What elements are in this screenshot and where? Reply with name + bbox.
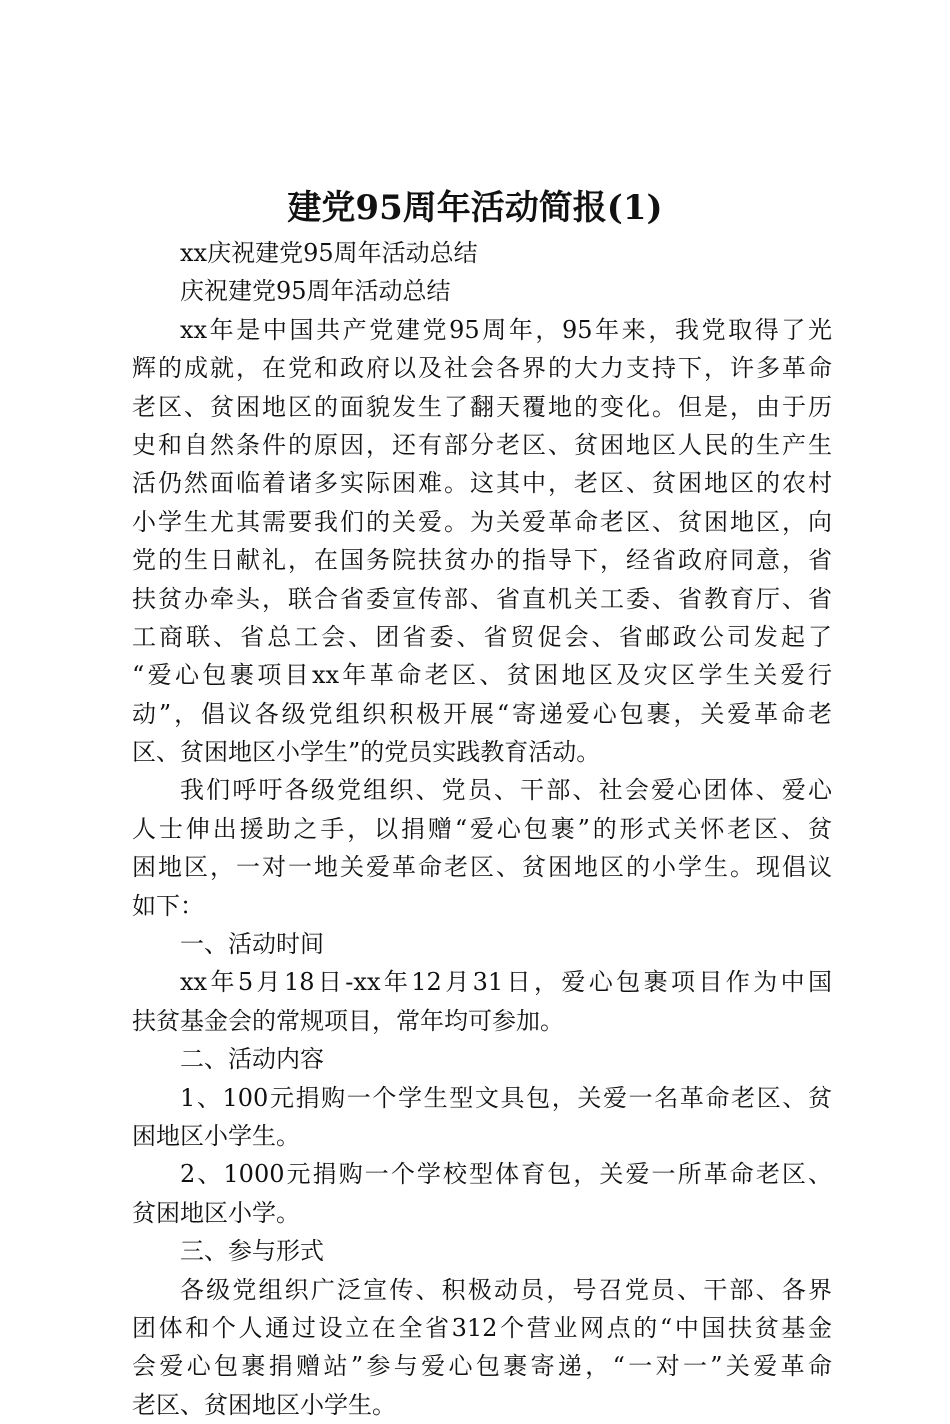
text-line: 1、100元捐购一个学生型文具包，关爱一名革命老区、贫 bbox=[180, 1083, 832, 1112]
text-line: 扶贫基金会的常规项目，常年均可参加。 bbox=[132, 1006, 564, 1035]
text-line: “爱心包裹项目xx年革命老区、贫困地区及灾区学生关爱行 bbox=[132, 661, 832, 690]
text-line: 庆祝建党95周年活动总结 bbox=[180, 277, 451, 306]
text-line: 老区、贫困地区小学生。 bbox=[132, 1390, 396, 1419]
text-line: 二、活动内容 bbox=[180, 1045, 324, 1074]
text-line: 如下： bbox=[132, 891, 204, 920]
text-line: 动”，倡议各级党组织积极开展“寄递爱心包裹，关爱革命老 bbox=[132, 699, 832, 728]
document-title: 建党95周年活动简报(1) bbox=[287, 188, 663, 228]
text-line: xx年是中国共产党建党95周年，95年来，我党取得了光 bbox=[180, 315, 832, 344]
text-line: 我们呼吁各级党组织、党员、干部、社会爱心团体、爱心 bbox=[180, 776, 832, 805]
text-line: 党的生日献礼，在国务院扶贫办的指导下，经省政府同意，省 bbox=[132, 546, 832, 575]
text-line: 扶贫办牵头，联合省委宣传部、省直机关工委、省教育厅、省 bbox=[132, 584, 832, 613]
text-line: 贫困地区小学。 bbox=[132, 1198, 300, 1227]
text-line: 人士伸出援助之手，以捐赠“爱心包裹”的形式关怀老区、贫 bbox=[132, 814, 832, 843]
text-line: 小学生尤其需要我们的关爱。为关爱革命老区、贫困地区，向 bbox=[132, 507, 832, 536]
text-line: 辉的成就，在党和政府以及社会各界的大力支持下，许多革命 bbox=[132, 354, 832, 383]
text-line: 活仍然面临着诸多实际困难。这其中，老区、贫困地区的农村 bbox=[132, 469, 832, 498]
text-line: 一、活动时间 bbox=[180, 930, 324, 959]
text-line: 团体和个人通过设立在全省312个营业网点的“中国扶贫基金 bbox=[132, 1313, 832, 1342]
text-line: 困地区小学生。 bbox=[132, 1121, 300, 1150]
text-line: 三、参与形式 bbox=[180, 1237, 324, 1266]
text-line: xx年5月18日-xx年12月31日，爱心包裹项目作为中国 bbox=[180, 968, 832, 997]
text-line: 区、贫困地区小学生”的党员实践教育活动。 bbox=[132, 738, 601, 767]
document-body bbox=[132, 234, 832, 1424]
text-line: 老区、贫困地区的面貌发生了翻天覆地的变化。但是，由于历 bbox=[132, 392, 832, 421]
text-line: 工商联、省总工会、团省委、省贸促会、省邮政公司发起了 bbox=[132, 622, 832, 651]
text-line: 史和自然条件的原因，还有部分老区、贫困地区人民的生产生 bbox=[132, 430, 832, 459]
text-line: 各级党组织广泛宣传、积极动员，号召党员、干部、各界 bbox=[180, 1275, 832, 1304]
text-line: xx庆祝建党95周年活动总结 bbox=[180, 239, 478, 267]
text-line: 会爱心包裹捐赠站”参与爱心包裹寄递，“一对一”关爱革命 bbox=[132, 1352, 832, 1381]
text-line: 困地区，一对一地关爱革命老区、贫困地区的小学生。现倡议 bbox=[132, 853, 832, 882]
text-line: 2、1000元捐购一个学校型体育包，关爱一所革命老区、 bbox=[180, 1160, 832, 1189]
